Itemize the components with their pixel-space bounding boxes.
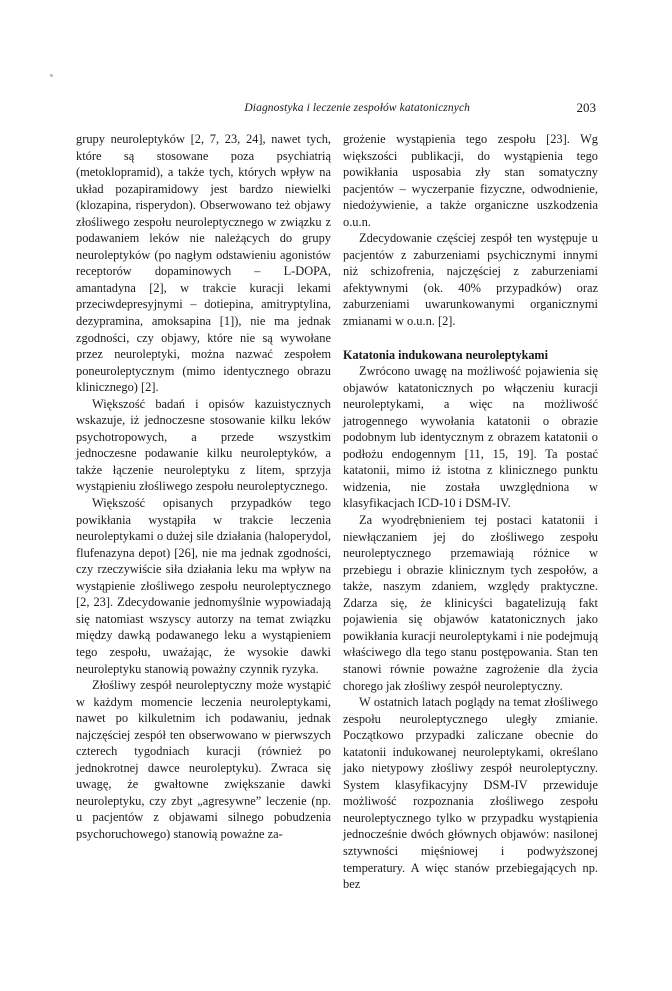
paragraph: Zwrócono uwagę na możliwość pojawienia się objawów katatonicznych po włączeniu kuracji neuroleptykami, a więc na możliwość jatrogennego wywołania katatonii o obrazie podobnym lub identycznym z obrazem katatonii o podłożu endogennym [11, 15, 19]. Ta postać katatonii, mimo iż istotna z klinicznego punktu widzenia, nie została uwzględniona w klasyfikacjach ICD-10 i DSM-IV. — [343, 364, 598, 511]
page-header — [76, 100, 596, 120]
paragraph: W ostatnich latach poglądy na temat złośliwego zespołu neuroleptycznego uległy zmianie. Początkowo przypadki zaliczane obecnie do katatonii indukowanej neuroleptykami, określano jako nietypowy złośliwy zespół neuroleptyczny. System klasyfikacyjny DSM-IV przewiduje możliwość rozpoznania złośliwego zespołu neuroleptycznego tylko w przypadku wystąpienia jednocześnie dwóch głównych objawów: nasilonej sztywności mięśniowej i podwyższonej temperatury. A więc stanów przebiegających np. bez — [343, 695, 598, 892]
paragraph: Większość badań i opisów kazuistycznych wskazuje, iż jednoczesne stosowanie kilku leków psychotropowych, a przede wszystkim jednoczesne podawanie kilku neuroleptyków, a także łączenie neuroleptyku z litem, sprzyja wystąpieniu złośliwego zespołu neuroleptycznego. — [76, 396, 331, 494]
page-number: 203 — [576, 100, 596, 115]
right-column — [343, 131, 598, 893]
paragraph: grożenie wystąpienia tego zespołu [23]. Wg większości publikacji, do wystąpienia tego powikłania usposabia zły stan somatyczny pacjentów – wyczerpanie fizyczne, odwodnienie, niedożywienie, a także organiczne uszkodzenia o.u.n. — [343, 132, 598, 229]
left-column — [76, 131, 331, 843]
paragraph: Większość opisanych przypadków tego powikłania wystąpiła w trakcie leczenia neuroleptykami o dużej sile działania (haloperydol, flufenazyna depot) [26], nie ma jednak zgodności, czy rzeczywiście siła działania leku ma wpływ na wystąpienie złośliwego zespołu neuroleptycznego [2, 23]. Zdecydowanie jednomyślnie wypowiadają się natomiast wszyscy autorzy na temat związku między dawką podawanego leku a wystąpieniem tego zespołu, uważając, że wysokie dawki neuroleptyku stanowią poważny czynnik ryzyka. — [76, 496, 331, 676]
paragraph: Za wyodrębnieniem tej postaci katatonii i niewłączaniem jej do złośliwego zespołu neuroleptycznego przemawiają różnice w przebiegu i obrazie klinicznym tych zespołów, a także, naszym zdaniem, względy praktyczne. Zdarza się, że klinicyści bagatelizują fakt pojawienia się objawów katatonicznych jako powikłania kuracji neuroleptykami i nie podejmują właściwego dla tego stanu postępowania. Stan ten stanowi równie poważne zagrożenie dla życia chorego jak złośliwy zespół neuroleptyczny. — [343, 513, 598, 693]
paragraph: grupy neuroleptyków [2, 7, 23, 24], nawet tych, które są stosowane poza psychiatrią (metoklopramid), a także tych, których wpływ na układ pozapiramidowy jest bardzo niewielki (klozapina, risperydon). Obserwowano też objawy złośliwego zespołu neuroleptycznego w związku z podawaniem leków nie należących do grupy neuroleptyków (po nagłym odstawieniu agonistów receptorów dopaminowych – L-DOPA, amantadyna [2], w trakcie kuracji lekami przeciwdepresyjnymi – dotiepina, amitryptylina, dezypramina, amoksapina [1]), nie ma jednak zgodności, czy objawy, które nie są wywołane przez neuroleptyki, można nazwać zespołem poneuroleptycznym (mimo identycznego obrazu klinicznego) [2]. — [76, 132, 331, 395]
running-title: Diagnostyka i leczenie zespołów katatonicznych — [244, 102, 470, 114]
paragraph: Zdecydowanie częściej zespół ten występuje u pacjentów z zaburzeniami psychicznymi innymi niż schizofrenia, najczęściej z zaburzeniami afektywnymi (ok. 40% przypadków) oraz zaburzeniami uwarunkowanymi organicznymi zmianami w o.u.n. [2]. — [343, 231, 598, 329]
paragraph: Złośliwy zespół neuroleptyczny może wystąpić w każdym momencie leczenia neuroleptykami, nawet po kilkuletnim ich podawaniu, jednak najczęściej zespół ten obserwowano w pierwszych czterech tygodniach kuracji (również po jednokrotnej dawce neuroleptyku). Zwraca się uwagę, że gwałtowne zwiększanie dawki neuroleptyku, czy zbyt „agresywne” leczenie (np. u pacjentów z objawami silnego pobudzenia psychoruchowego) stanowią poważne za- — [76, 678, 331, 841]
scan-speck — [50, 74, 53, 77]
section-heading: Katatonia indukowana neuroleptykami — [343, 347, 548, 362]
